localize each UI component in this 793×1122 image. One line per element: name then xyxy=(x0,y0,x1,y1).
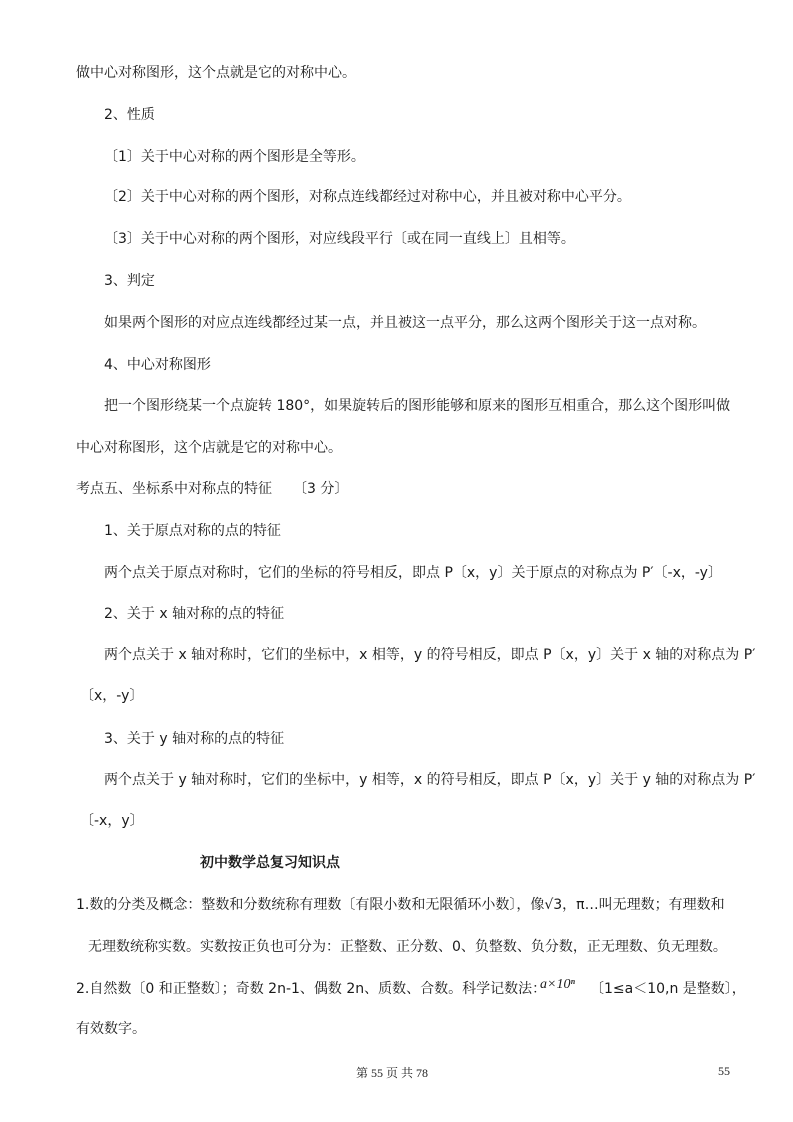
text-line: 两个点关于 y 轴对称时，它们的坐标中，y 相等，x 的符号相反，即点 P〔x，y〕关于 y 轴的对称点为 P′ xyxy=(104,772,756,788)
text-line: 1.数的分类及概念：整数和分数统称有理数〔有限小数和无限循环小数〕，像√3，π…叫无理数；有理数和 xyxy=(76,897,725,913)
section-heading: 1、关于原点对称的点的特征 xyxy=(104,523,281,539)
text-line: 如果两个图形的对应点连线都经过某一点，并且被这一点平分，那么这两个图形关于这一点对称。 xyxy=(104,315,706,331)
section-heading: 考点五、坐标系中对称点的特征 〔3 分〕 xyxy=(76,481,349,497)
page-title: 初中数学总复习知识点 xyxy=(200,855,340,871)
text-line: 〔x，-y〕 xyxy=(80,688,144,704)
text-line: 2.自然数〔0 和正整数〕；奇数 2n-1、偶数 2n、质数、合数。科学记数法： xyxy=(76,981,547,997)
page-counter: 第 55 页 共 78 xyxy=(356,1066,429,1080)
section-heading: 3、关于 y 轴对称的点的特征 xyxy=(104,731,285,747)
section-heading: 3、判定 xyxy=(104,273,155,289)
text-line: 做中心对称图形，这个点就是它的对称中心。 xyxy=(76,65,356,81)
section-heading: 4、中心对称图形 xyxy=(104,357,211,373)
text-line: 无理数统称实数。实数按正负也可分为：正整数、正分数、0、负整数、负分数，正无理数、负无理数。 xyxy=(88,939,727,955)
text-line: 〔1≤a＜10,n 是整数〕， xyxy=(590,981,746,997)
text-line: 有效数字。 xyxy=(76,1021,146,1037)
text-line: 两个点关于 x 轴对称时，它们的坐标中，x 相等，y 的符号相反，即点 P〔x，y〕关于 x 轴的对称点为 P′ xyxy=(104,647,756,663)
scientific-notation-formula: a×10ⁿ xyxy=(540,977,575,992)
section-heading: 2、关于 x 轴对称的点的特征 xyxy=(104,606,285,622)
text-line: 〔2〕关于中心对称的两个图形，对称点连线都经过对称中心，并且被对称中心平分。 xyxy=(104,189,631,205)
page-number: 55 xyxy=(718,1064,730,1078)
text-line: 〔-x，y〕 xyxy=(80,813,144,829)
text-line: 中心对称图形，这个店就是它的对称中心。 xyxy=(76,440,342,456)
text-line: 〔3〕关于中心对称的两个图形，对应线段平行〔或在同一直线上〕且相等。 xyxy=(104,231,575,247)
text-line: 〔1〕关于中心对称的两个图形是全等形。 xyxy=(104,149,365,165)
text-line: 两个点关于原点对称时，它们的坐标的符号相反，即点 P〔x，y〕关于原点的对称点为 P′〔-x，-y〕 xyxy=(104,565,722,581)
text-line: 把一个图形绕某一个点旋转 180°，如果旋转后的图形能够和原来的图形互相重合，那么这个图形叫做 xyxy=(104,398,731,414)
section-heading: 2、性质 xyxy=(104,107,155,123)
